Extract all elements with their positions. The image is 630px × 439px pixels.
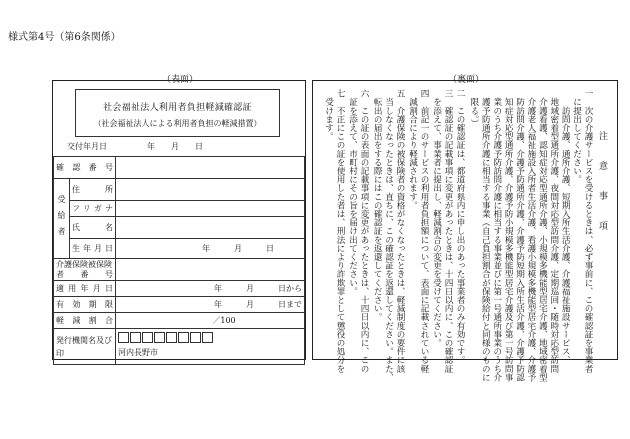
furigana-label: フリガナ	[70, 201, 116, 217]
confirm-number-label: 確 認 番 号	[54, 157, 116, 179]
issuer-label: 発行機関名及び印	[54, 329, 116, 365]
issue-date: 交付年月日 年 月 日	[67, 142, 203, 151]
address-value	[116, 179, 305, 201]
birth-date-value: 年 月 日	[116, 239, 305, 259]
front-side-label: （表面）	[162, 75, 199, 85]
start-date-value: 年 月 日から	[116, 281, 305, 297]
note-item-7: 七 不正にこの証を使用した者は、刑法により詐欺罪として懲役の処分を 受けます。	[323, 89, 345, 373]
insured-number-value	[116, 259, 305, 281]
front-card	[52, 80, 306, 360]
issuer-name: 河内長野市	[118, 348, 158, 357]
note-item-2: 二 この確認証は、都道府県内に申し出のあった事業者のみ有効です。	[455, 89, 465, 365]
name-value	[116, 217, 305, 239]
title-box	[75, 89, 280, 137]
issuer-code-boxes	[118, 332, 214, 343]
form-number-label: 様式第4号（第6条関係）	[8, 32, 121, 43]
start-date-label: 適用年月日	[54, 281, 116, 297]
back-side-label: （裏面）	[448, 75, 485, 85]
note-item-1: 一 次の介護サービスを受けるときは、必ず事前に、この確認証を事業者 に提出してください。 訪問介護、通所介護、短期入所生活介護、介護福祉施設サービス、 地域密着型通所介護、夜間対応型訪問介護、定期巡回・随時対応型訪問 介護看護、認知症対応型通所介護、小規模多機能型居宅介護、地域密着型 介護老人福祉施設入所者生活介護、看護小規模多機能型居宅介護、介護予 防訪問介護、介護予防通所介護、介護予防短期入所生活介護、介護予防認 知症対応型通所介護、介護予防小規模多機能型居宅介護及び第一号訪問事 業のうち介護予防訪問介護に相当する事業並びに第一号通所事業のうち介 護予防通所介護に相当する事業（自己負担割合が保険給付と同様のものに 限る。）	[468, 89, 593, 382]
insured-number-label: 介護保険被保険者番号	[54, 259, 116, 281]
card-subtitle: （社会福祉法人による利用者負担の軽減措置）	[93, 119, 262, 128]
back-card	[312, 80, 618, 382]
note-item-6: 六 この証の表面の記載事項に変更があったときは、十四日以内に、この 証を添えて、市町村にその旨を届け出てください。	[347, 89, 369, 373]
recipient-label: 受給者	[54, 179, 70, 259]
birth-date-label: 生年月日	[70, 239, 116, 259]
ratio-label: 軽減割合	[54, 313, 116, 329]
confirm-number-value	[116, 157, 305, 179]
furigana-value	[116, 201, 305, 217]
note-item-4: 四 前記一のサービスの利用者負担額について、表面に記載されている軽 減割合により軽減されます。	[407, 89, 429, 373]
address-label: 住 所	[70, 179, 116, 201]
recipient-table	[53, 156, 305, 365]
ratio-value: ／100	[116, 313, 305, 329]
note-item-3: 三 確認証の記載事項に変更があったときは、十四日以内に、この確認証 を添えて、事業者に提出し、軽減割合の変更を受けてください。	[431, 89, 453, 373]
note-item-5: 五 介護保険の被保険者の資格がなくなったときは、軽減制度の要件に該 当しなくなったときは、直ちに、この確認証を返還してください。また、 転出の届出をする際にはこの確認証を返還してください。	[372, 89, 405, 382]
card-title: 社会福祉法人利用者負担軽減確認証	[103, 103, 252, 113]
name-label: 氏 名	[70, 217, 116, 239]
notes-heading: 注 意 事 項	[597, 131, 607, 236]
expiry-value: 年 月 日まで	[116, 297, 305, 313]
expiry-label: 有効期限	[54, 297, 116, 313]
issuer-value-cell	[116, 329, 305, 365]
